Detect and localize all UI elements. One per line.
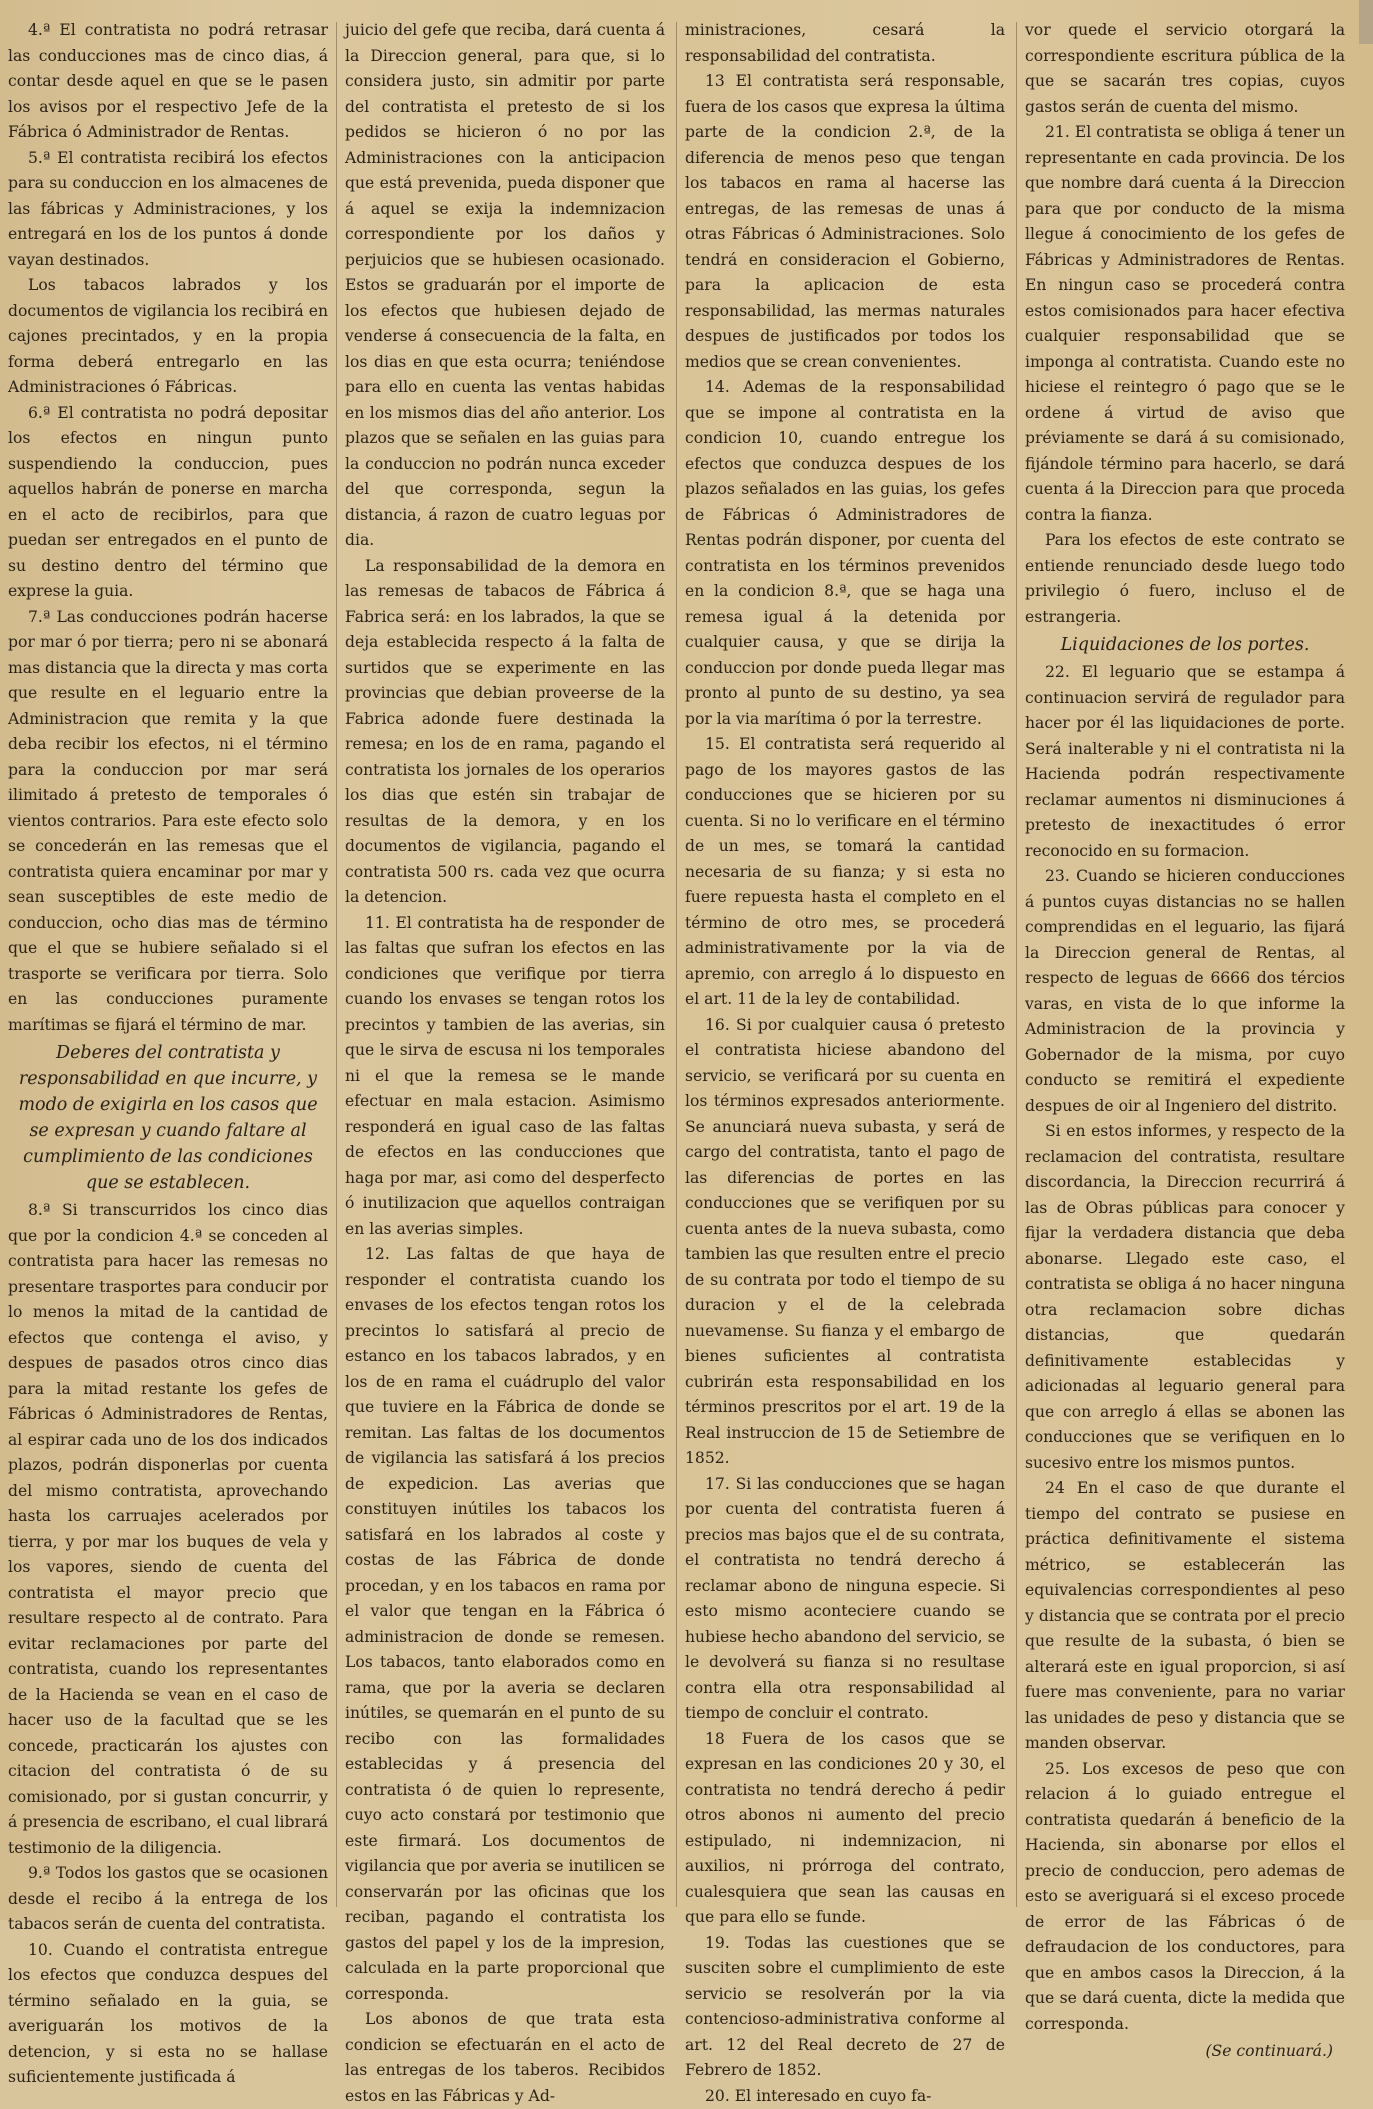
- column-1: [8, 18, 328, 1908]
- column-3: [685, 18, 1005, 1908]
- paragraph: 17. Si las conducciones que se hagan por cuenta del contratista fueren á precios mas bajos que el de su contrata, el contratista no tendrá derecho á reclamar abono de ninguna especie. Si esto mismo aconteciere cuando se hubiese hecho abandono del servicio, se le devolverá su fianza si no resultase contra ella otra responsabilidad al tiempo de concluir el contrato.: [685, 1472, 1005, 1727]
- paragraph: La responsabilidad de la demora en las remesas de tabacos de Fábrica á Fabrica será: en los labrados, la que se deja establecida respecto á la falta de surtidos que se experimente en las provincias que debian proveerse de la Fabrica adonde fuere destinada la remesa; en los de en rama, pagando el contratista los jornales de los operarios los dias que estén sin trabajar de resultas de la demora, y en los documentos de vigilancia, pagando el contratista 500 rs. cada vez que ocurra la detencion.: [345, 554, 665, 911]
- column-rule: [1016, 22, 1017, 1907]
- paragraph: 24 En el caso de que durante el tiempo del contrato se pusiese en práctica definitivamente el sistema métrico, se establecerán las equivalencias correspondientes al peso y distancia que se contrata por el precio que resulte de la subasta, ó bien se alterará este en igual proporcion, si así fuere mas conveniente, para no variar las unidades de peso y distancia que se manden observar.: [1025, 1476, 1345, 1757]
- paragraph: 4.ª El contratista no podrá retrasar las conducciones mas de cinco dias, á contar desde aquel en que se le pasen los avisos por el respectivo Jefe de la Fábrica ó Administrador de Rentas.: [8, 18, 328, 146]
- paragraph: 6.ª El contratista no podrá depositar los efectos en ningun punto suspendiendo la conduccion, pues aquellos habrán de ponerse en marcha en el acto de recibirlos, para que puedan ser entregados en el punto de su destino dentro del término que exprese la guia.: [8, 401, 328, 605]
- paragraph: Si en estos informes, y respecto de la reclamacion del contratista, resultare discordancia, la Direccion recurrirá á las de Obras públicas para conocer y fijar la verdadera distancia que deba abonarse. Llegado este caso, el contratista se obliga á no hacer ninguna otra reclamacion sobre dichas distancias, que quedarán definitivamente establecidas y adicionadas al leguario general para que con arreglo á ellas se abonen las conducciones que se verifiquen en lo sucesivo entre los mismos puntos.: [1025, 1119, 1345, 1476]
- paragraph: 14. Ademas de la responsabilidad que se impone al contratista en la condicion 10, cuando entregue los efectos que conduzca despues de los plazos señalados en las guias, los gefes de Fábricas ó Administradores de Rentas podrán disponer, por cuenta del contratista en los términos prevenidos en la condicion 8.ª, que se haga una remesa igual á la detenida por cualquier causa, y que se dirija la conduccion por donde pueda llegar mas pronto al punto de su destino, ya sea por la via marítima ó por la terrestre.: [685, 375, 1005, 732]
- column-2: [345, 18, 665, 1908]
- paragraph: 7.ª Las conducciones podrán hacerse por mar ó por tierra; pero ni se abonará mas distancia que la directa y mas corta que resulte en el leguario entre la Administracion que remita y la que deba recibir los efectos, ni el término para la conduccion por mar será ilimitado á pretesto de temporales ó vientos contrarios. Para este efecto solo se concederán en las remesas que el contratista quiera encaminar por mar y sean susceptibles de este medio de conduccion, ocho dias mas de término que el que se hubiere señalado si el trasporte se verificara por tierra. Solo en las conducciones puramente marítimas se fijará el término de mar.: [8, 605, 328, 1039]
- paragraph: 12. Las faltas de que haya de responder el contratista cuando los envases de los efectos tengan rotos los precintos lo satisfará al precio de estanco en los tabacos labrados, y en los de en rama el cuádruplo del valor que tuviere en la Fábrica de donde se remitan. Las faltas de los documentos de vigilancia las satisfará á los precios de expedicion. Las averias que constituyen inútiles los tabacos los satisfará en los labrados al coste y costas de las Fábrica de donde procedan, y en los tabacos en rama por el valor que tengan en la Fábrica ó administracion de donde se remesen. Los tabacos, tanto elaborados como en rama, que por la averia se declaren inútiles, se quemarán en el punto de su recibo con las formalidades establecidas y á presencia del contratista ó de quien lo represente, cuyo acto constará por testimonio que este firmará. Los documentos de vigilancia que por averia se inutilicen se conservarán por las oficinas que los reciban, pagando el contratista los gastos del papel y los de la impresion, calculada en la parte proporcional que corresponda.: [345, 1242, 665, 2007]
- paragraph: 16. Si por cualquier causa ó pretesto el contratista hiciese abandono del servicio, se verificará por su cuenta en los términos expresados anteriormente. Se anunciará nueva subasta, y será de cargo del contratista, tanto el pago de las diferencias de portes en las conducciones que se verifiquen por su cuenta antes de la nueva subasta, como tambien las que resulten entre el precio de su contrata por todo el tiempo de su duracion y el de la celebrada nuevamense. Su fianza y el embargo de bienes suficientes al contratista cubrirán esta responsabilidad en los términos prescritos por el art. 19 de la Real instruccion de 15 de Setiembre de 1852.: [685, 1013, 1005, 1472]
- paragraph: 20. El interesado en cuyo fa-: [685, 2084, 1005, 2109]
- paragraph: 19. Todas las cuestiones que se susciten sobre el cumplimiento de este servicio se resolverán por la via contencioso-administrativa conforme al art. 12 del Real decreto de 27 de Febrero de 1852.: [685, 1931, 1005, 2084]
- column-4: [1025, 18, 1345, 1908]
- paragraph: 9.ª Todos los gastos que se ocasionen desde el recibo á la entrega de los tabacos serán de cuenta del contratista.: [8, 1861, 328, 1938]
- paragraph: 23. Cuando se hicieren conducciones á puntos cuyas distancias no se hallen comprendidas en el leguario, las fijará la Direccion general de Rentas, al respecto de leguas de 6666 dos tércios varas, en vista de lo que informe la Administracion de la provincia y Gobernador de la misma, por cuyo conducto se remitirá el expediente despues de oir al Ingeniero del distrito.: [1025, 864, 1345, 1119]
- column-rule: [336, 22, 337, 1907]
- paragraph: ministraciones, cesará la responsabilidad del contratista.: [685, 18, 1005, 69]
- paragraph: 10. Cuando el contratista entregue los efectos que conduzca despues del término señalado en la guia, se averiguarán los motivos de la detencion, y si esta no se hallase suficientemente justificada á: [8, 1938, 328, 2091]
- paragraph: 11. El contratista ha de responder de las faltas que sufran los efectos en las condiciones que verifique por tierra cuando los envases se tengan rotos los precintos y tambien de las averias, sin que le sirva de escusa ni los temporales ni el que la remesa se le mande efectuar en mala estacion. Asimismo responderá en igual caso de las faltas de efectos en las conducciones que haga por mar, asi como del desperfecto ó inutilizacion que aquellos contraigan en las averias simples.: [345, 911, 665, 1243]
- paragraph: 8.ª Si transcurridos los cinco dias que por la condicion 4.ª se conceden al contratista para hacer las remesas no presentare trasportes para conducir por lo menos la mitad de la cantidad de efectos que contenga el aviso, y despues de pasados otros cinco dias para la mitad restante los gefes de Fábricas ó Administradores de Rentas, al espirar cada uno de los dos indicados plazos, podrán disponerlas por cuenta del mismo contratista, aprovechando hasta los carruajes acelerados por tierra, y por mar los buques de vela y los vapores, siendo de cuenta del contratista el mayor precio que resultare respecto al de contrato. Para evitar reclamaciones por parte del contratista, cuando los representantes de la Hacienda se vean en el caso de hacer uso de la facultad que se les concede, practicarán los ajustes con citacion del contratista ó de su comisionado, por si gustan concurrir, y á presencia de escribano, el cual librará testimonio de la diligencia.: [8, 1198, 328, 1861]
- continuation-note: (Se continuará.): [1025, 2039, 1345, 2065]
- paragraph: 22. El leguario que se estampa á continuacion servirá de regulador para hacer por él las liquidaciones de porte. Será inalterable y ni el contratista ni la Hacienda podrán respectivamente reclamar aumentos ni disminuciones á pretesto de inexactitudes ó error reconocido en su formacion.: [1025, 660, 1345, 864]
- paragraph: Los abonos de que trata esta condicion se efectuarán en el acto de las entregas de los taberos. Recibidos estos en las Fábricas y Ad-: [345, 2007, 665, 2109]
- paragraph: 21. El contratista se obliga á tener un representante en cada provincia. De los que nombre dará cuenta á la Direccion para que por conducto de la misma llegue á conocimiento de los gefes de Fábricas y Administradores de Rentas. En ningun caso se procederá contra estos comisionados para hacer efectiva cualquier responsabilidad que se imponga al contratista. Cuando este no hiciese el reintegro ó pago que se le ordene á virtud de aviso que préviamente se dará á su comisionado, fijándole término para hacerlo, se dará cuenta á la Direccion para que proceda contra la fianza.: [1025, 120, 1345, 528]
- paragraph: 15. El contratista será requerido al pago de los mayores gastos de las conducciones que se hicieren por su cuenta. Si no lo verificare en el término de un mes, se tomará la cantidad necesaria de su fianza; y si esta no fuere repuesta hasta el completo en el término de otro mes, se procederá administrativamente por la via de apremio, con arreglo á lo dispuesto en el art. 11 de la ley de contabilidad.: [685, 732, 1005, 1013]
- section-heading: Deberes del contratista y responsabilidad en que incurre, y modo de exigirla en los casos que se expresan y cuando faltare al cumplimiento de las condiciones que se establecen.: [8, 1040, 328, 1196]
- paragraph: Los tabacos labrados y los documentos de vigilancia los recibirá en cajones precintados, y en la propia forma deberá entregarlo en las Administraciones ó Fábricas.: [8, 273, 328, 401]
- paragraph: vor quede el servicio otorgará la correspondiente escritura pública de la que se sacarán tres copias, cuyos gastos serán de cuenta del mismo.: [1025, 18, 1345, 120]
- paragraph: Para los efectos de este contrato se entiende renunciado desde luego todo privilegio ó fuero, incluso el de estrangeria.: [1025, 528, 1345, 630]
- paragraph: 25. Los excesos de peso que con relacion á lo guiado entregue el contratista quedarán á beneficio de la Hacienda, sin abonarse por ellos el precio de conduccion, pero ademas de esto se averiguará si el exceso procede de error de las Fábricas ó de defraudacion de los conductores, para que en ambos casos la Direccion, á la que se dará cuenta, dicte la medida que corresponda.: [1025, 1757, 1345, 2038]
- page-edge-mark: [1359, 0, 1373, 44]
- paragraph: 13 El contratista será responsable, fuera de los casos que expresa la última parte de la condicion 2.ª, de la diferencia de menos peso que tengan los tabacos en rama al hacerse las entregas, de las remesas de unas á otras Fábricas ó Administraciones. Solo tendrá en consideracion el Gobierno, para la aplicacion de esta responsabilidad, las mermas naturales despues de justificados por todos los medios que se crean convenientes.: [685, 69, 1005, 375]
- paragraph: juicio del gefe que reciba, dará cuenta á la Direccion general, para que, si lo considera justo, sin admitir por parte del contratista el pretesto de si los pedidos se hicieron ó no por las Administraciones con la anticipacion que está prevenida, pueda disponer que á aquel se exija la indemnizacion correspondiente por los daños y perjuicios que se hubiesen ocasionado. Estos se graduarán por el importe de los efectos que hubiesen dejado de venderse á consecuencia de la falta, en los dias en que esta ocurra; teniéndose para ello en cuenta las ventas habidas en los mismos dias del año anterior. Los plazos que se señalen en las guias para la conduccion no podrán nunca exceder del que corresponda, segun la distancia, á razon de cuatro leguas por dia.: [345, 18, 665, 554]
- column-rule: [676, 22, 677, 1907]
- paragraph: 5.ª El contratista recibirá los efectos para su conduccion en los almacenes de las fábricas y Administraciones, y los entregará en los de los puntos á donde vayan destinados.: [8, 146, 328, 274]
- paragraph: 18 Fuera de los casos que se expresan en las condiciones 20 y 30, el contratista no tendrá derecho á pedir otros abonos ni aumento del precio estipulado, ni indemnizacion, ni auxilios, ni prórroga del contrato, cualesquiera que sean las causas en que para ello se funde.: [685, 1727, 1005, 1931]
- section-heading: Liquidaciones de los portes.: [1025, 632, 1345, 658]
